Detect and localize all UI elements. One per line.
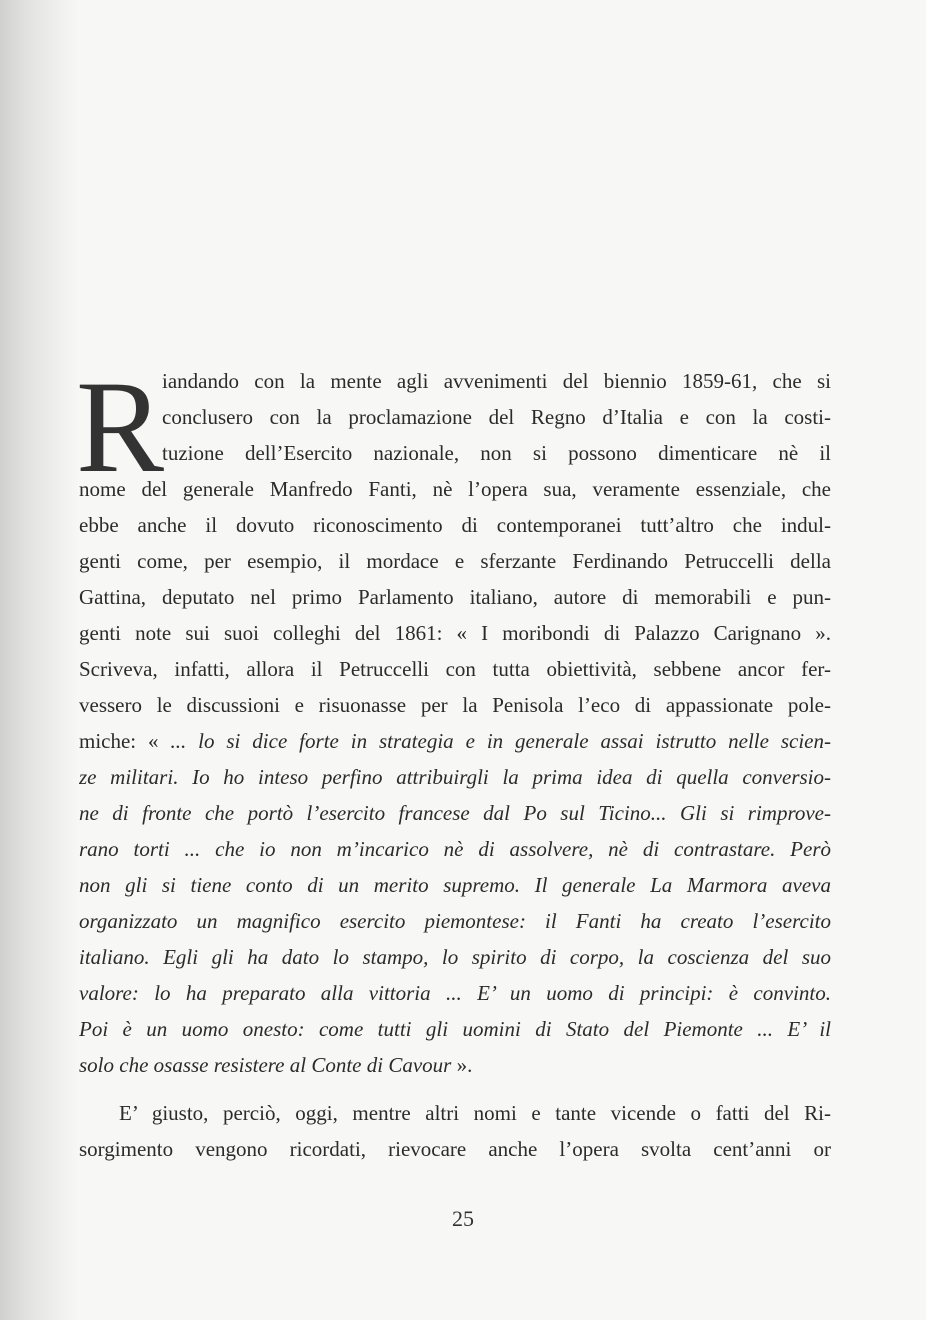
text-line-15: non gli si tiene conto di un merito supremo. Il generale La Marmora aveva: [79, 873, 831, 897]
text-line-11: [79, 728, 831, 754]
text-line-2: conclusero con la proclamazione del Regno d’Italia e con la costi-: [162, 405, 831, 429]
text-line-22: sorgimento vengono ricordati, rievocare anche l’opera svolta cent’anni or: [79, 1137, 831, 1161]
text-line-20: [79, 1052, 831, 1078]
text-line-10: vessero le discussioni e risuonasse per la Penisola l’eco di appassionate pole-: [79, 693, 831, 717]
text-line-4: nome del generale Manfredo Fanti, nè l’opera sua, veramente essenziale, che: [79, 477, 831, 501]
text-line-12: ze militari. Io ho inteso perfino attribuirgli la prima idea di quella conversio-: [79, 765, 831, 789]
text-line-9: Scriveva, infatti, allora il Petruccelli con tutta obiettività, sebbene ancor fer-: [79, 657, 831, 681]
text-line-20-quote: solo che osasse resistere al Conte di Cavour: [79, 1053, 452, 1077]
text-line-13: ne di fronte che portò l’esercito francese dal Po sul Ticino... Gli si rimprove-: [79, 801, 831, 825]
text-line-7: Gattina, deputato nel primo Parlamento italiano, autore di memorabili e pun-: [79, 585, 831, 609]
text-line-1: iandando con la mente agli avvenimenti del biennio 1859-61, che si: [162, 369, 831, 393]
text-line-19: Poi è un uomo onesto: come tutti gli uomini di Stato del Piemonte ... E’ il: [79, 1017, 831, 1041]
text-line-17: italiano. Egli gli ha dato lo stampo, lo spirito di corpo, la coscienza del suo: [79, 945, 831, 969]
text-line-16: organizzato un magnifico esercito piemontese: il Fanti ha creato l’esercito: [79, 909, 831, 933]
text-line-14: rano torti ... che io non m’incarico nè di assolvere, nè di contrastare. Però: [79, 837, 831, 861]
text-line-20-close: ».: [451, 1053, 473, 1077]
text-line-18: valore: lo ha preparato alla vittoria ... E’ un uomo di principi: è convinto.: [79, 981, 831, 1005]
text-line-5: ebbe anche il dovuto riconoscimento di contemporanei tutt’altro che indul-: [79, 513, 831, 537]
text-line-8: genti note sui suoi colleghi del 1861: « I moribondi di Palazzo Carignano ».: [79, 621, 831, 645]
text-line-6: genti come, per esempio, il mordace e sferzante Ferdinando Petruccelli della: [79, 549, 831, 573]
drop-cap: R: [76, 353, 165, 500]
text-line-11-quote: ... lo si dice forte in strategia e in generale assai istrutto nelle scien-: [170, 729, 831, 753]
text-line-11-lead: miche: «: [79, 729, 171, 753]
text-line-3: tuzione dell’Esercito nazionale, non si possono dimenticare nè il: [162, 441, 831, 465]
page-number: 25: [452, 1206, 474, 1231]
text-line-21: E’ giusto, perciò, oggi, mentre altri nomi e tante vicende o fatti del Ri-: [119, 1101, 831, 1125]
